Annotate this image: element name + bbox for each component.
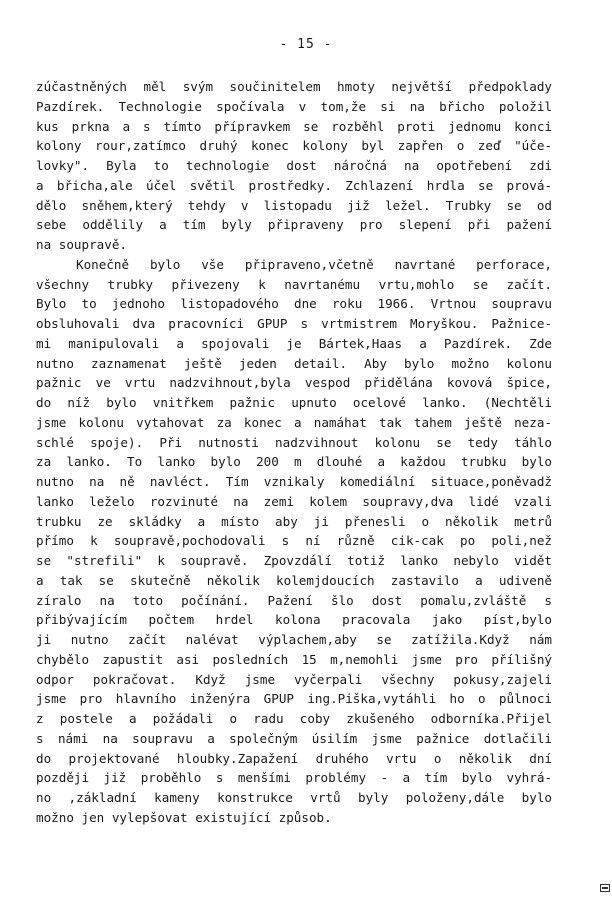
text-line: kolony rour,zatímco druhý konec kolony byl zapřen o zeď "úče-: [36, 138, 552, 154]
text-line: schlé spoje). Při nutnosti nadzvihnout kolonu se tedy táhlo: [36, 434, 552, 450]
text-line: ji nutno začít nalévat výplachem,aby se zatížila.Když nám: [36, 632, 552, 647]
text-line: možno jen vylepšovat existující způsob.: [36, 809, 332, 825]
text-line: pažnic ve vrtu nadzvihnout,byla vespod přidělána kovová špice,: [36, 375, 552, 391]
body-text: [36, 77, 552, 828]
text-line: Bylo to jednoho listopadového dne roku 1966. Vrtnou soupravu: [36, 296, 552, 312]
text-line: do projektované hloubky.Zapažení druhého vrtu o několik dní: [36, 750, 552, 766]
text-line: lovky". Byla to technologie dost náročná na opotřebení zdi: [36, 158, 552, 173]
text-line: zúčastněných měl svým součinitelem hmoty největší předpoklady: [36, 79, 552, 94]
text-line: nutno na ně navléct. Tím vznikaly komediální situace,poněvadž: [36, 474, 552, 489]
paragraph-start-line: Konečně bylo vše připraveno,včetně navrtané perforace,: [76, 256, 552, 272]
text-line: kus prkna a s tímto přípravkem se rozběhl proti jednomu konci: [36, 118, 552, 134]
text-line: sebe oddělily a tím byly připraveny pro slepení při pažení: [36, 217, 552, 233]
text-line: jsme kolonu vytahovat za konec a namáhat tak tahem ještě neza-: [36, 414, 552, 430]
text-line: odpor pokračovat. Když jsme vyčerpali všechny pokusy,zajeli: [36, 671, 552, 687]
text-line: trubku ze skládky a místo aby ji přenesli o několik metrů: [36, 513, 552, 529]
text-line: a tak se skutečně několik kolemjdoucích zastavilo a udiveně: [36, 572, 552, 588]
text-line: a břicha,ale účel světil prostředky. Zchlazení hrdla se prová-: [36, 177, 552, 193]
text-line: jsme pro hlavního inženýra GPUP ing.Piška,vytáhli ho o půlnoci: [36, 691, 552, 707]
text-line: z postele a požádali o radu coby zkušeného odborníka.Přijel: [36, 711, 552, 726]
text-line: no ,základní kameny konstrukce vrtů byly položeny,dále bylo: [36, 790, 552, 805]
text-line: přibývajícím počtem hrdel kolona pracovala jako píst,bylo: [36, 612, 552, 628]
text-line: na soupravě.: [36, 237, 127, 252]
text-line: později již proběhlo s menšími problémy - a tím bylo vyhrá-: [36, 770, 552, 786]
text-line: chybělo zapustit asi posledních 15 m,nemohli jsme pro přílišný: [36, 651, 552, 667]
text-line: dělo sněhem,který tehdy v listopadu již ležel. Trubky se od: [36, 197, 552, 213]
page-corner-icon[interactable]: [600, 884, 610, 892]
page-number: - 15 -: [279, 37, 333, 52]
text-line: mi manipulovali a spojovali je Bártek,Haas a Pazdírek. Zde: [36, 335, 552, 351]
text-line: Pazdírek. Technologie spočívala v tom,že si na břicho položil: [36, 98, 552, 114]
text-line: obsluhovali dva pracovníci GPUP s vrtmistrem Moryškou. Pažnice-: [36, 316, 552, 331]
text-line: lanko leželo rozvinuté na zemi kolem soupravy,dva lidé vzali: [36, 493, 552, 509]
text-line: nutno zaznamenat ještě jeden detail. Aby bylo možno kolonu: [36, 355, 552, 371]
text-line: za lanko. To lanko bylo 200 m dlouhé a každou trubku bylo: [36, 454, 552, 470]
text-line: zíralo na toto počínání. Pažení šlo dost pomalu,zvláště s: [36, 592, 552, 608]
text-line: všechny trubky přivezeny k navrtanému vrtu,mohlo se začít.: [36, 276, 552, 292]
text-line: se "strefili" k soupravě. Zpovzdálí totiž lanko nebylo vidět: [36, 553, 552, 568]
text-line: s námi na soupravu a společným úsilím jsme pažnice dotlačili: [36, 730, 552, 746]
text-line: do níž bylo vnitřkem pažnic upnuto ocelové lanko. (Nechtěli: [36, 395, 552, 410]
text-line: přímo k soupravě,pochodovali s ní různě cik-cak po poli,než: [36, 533, 552, 549]
